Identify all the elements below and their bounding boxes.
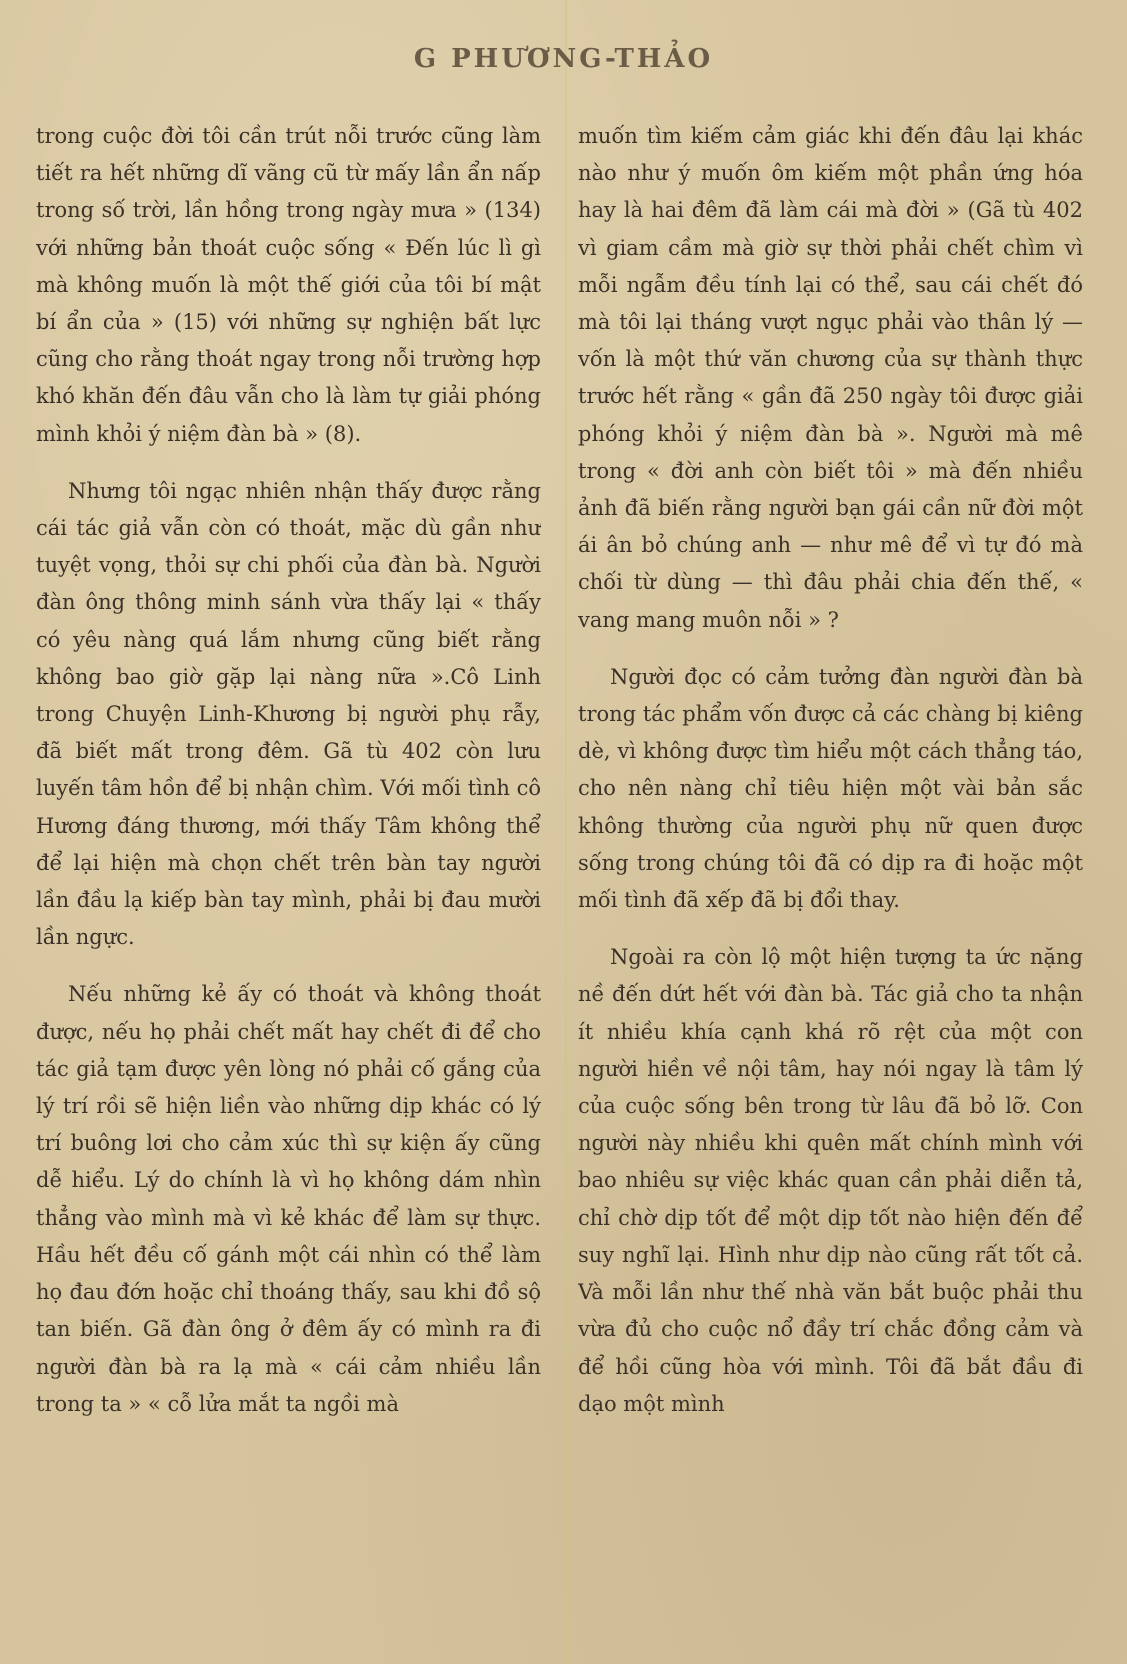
right-column — [578, 118, 1083, 1658]
left-paragraph-2: Nhưng tôi ngạc nhiên nhận thấy được rằng cái tác giả vẫn còn có thoát, mặc dù gần như tuyệt vọng, thỏi sự chi phối của đàn bà. Người đàn ông thông minh sánh vừa thấy lại « thấy có yêu nàng quá lắm nhưng cũng biết rằng không bao giờ gặp lại nàng nữa ».Cô Linh trong Chuyện Linh-Khương bị người phụ rẫy, đã biết mất trong đêm. Gã tù 402 còn lưu luyến tâm hồn để bị nhận chìm. Với mối tình cô Hương đáng thương, mới thấy Tâm không thể để lại hiện mà chọn chết trên bàn tay người lần đầu lạ kiếp bàn tay mình, phải bị đau mười lần ngực. — [36, 478, 541, 950]
left-column — [36, 118, 541, 1658]
left-paragraph-1: trong cuộc đời tôi cần trút nỗi trước cũng làm tiết ra hết những dĩ vãng cũ từ mấy lần ẩn nấp trong số trời, lần hồng trong ngày mưa » (134) với những bản thoát cuộc sống « Đến lúc lì gì mà không muốn là một thế giới của tôi bí mật bí ẩn của » (15) với những sự nghiện bất lực cũng cho rằng thoát ngay trong nỗi trường hợp khó khăn đến đâu vẫn cho là làm tự giải phóng mình khỏi ý niệm đàn bà » (8). — [36, 124, 541, 446]
right-paragraph-3: Ngoài ra còn lộ một hiện tượng ta ức nặng nề đến dứt hết với đàn bà. Tác giả cho ta nhận ít nhiều khía cạnh khá rõ rệt của một con người hiền về nội tâm, hay nói ngay là tâm lý của cuộc sống bên trong từ lâu đã bỏ lỡ. Con người này nhiều khi quên mất chính mình với bao nhiêu sự việc khác quan cần phải diễn tả, chỉ chờ dịp tốt để một dịp tốt nào hiện đến để suy nghĩ lại. Hình như dịp nào cũng rất tốt cả. Và mỗi lần như thế nhà văn bắt buộc phải thu vừa đủ cho cuộc nổ đầy trí chắc đồng cảm và để hồi cũng hòa với mình. Tôi đã bắt đầu đi dạo một mình — [578, 945, 1083, 1416]
running-header: G PHƯƠNG-THẢO — [413, 44, 714, 74]
right-paragraph-1: muốn tìm kiếm cảm giác khi đến đâu lại khác nào như ý muốn ôm kiếm một phần ứng hóa hay là hai đêm đã làm cái mà đời » (Gã tù 402 vì giam cầm mà giờ sự thời phải chết chìm vì mỗi ngẫm đều tính lại có thể, sau cái chết đó mà tôi lại tháng vượt ngục phải vào thân lý — vốn là một thứ văn chương của sự thành thực trước hết rằng « gần đã 250 ngày tôi được giải phóng khỏi ý niệm đàn bà ». Người mà mê trong « đời anh còn biết tôi » mà đến nhiều ảnh đã biến rằng người bạn gái cần nữ đời một ái ân bỏ chúng anh — như mê để vì tự đó mà chối từ dùng — thì đâu phải chia đến thế, « vang mang muôn nỗi » ? — [578, 124, 1083, 632]
left-paragraph-3: Nếu những kẻ ấy có thoát và không thoát được, nếu họ phải chết mất hay chết đi để cho tác giả tạm được yên lòng nó phải cố gắng của lý trí rồi sẽ hiện liền vào những dịp khác có lý trí buông lơi cho cảm xúc thì sự kiện ấy cũng dễ hiểu. Lý do chính là vì họ không dám nhìn thẳng vào mình mà vì kẻ khác để làm sự thực. Hầu hết đều cố gánh một cái nhìn có thể làm họ đau đớn hoặc chỉ thoáng thấy, sau khi đồ sộ tan biến. Gã đàn ông ở đêm ấy có mình ra đi người đàn bà ra lạ mà « cái cảm nhiều lần trong ta » « cỗ lửa mắt ta ngồi mà — [36, 982, 541, 1416]
page-fold-line — [565, 0, 567, 1664]
right-paragraph-2: Người đọc có cảm tưởng đàn người đàn bà trong tác phẩm vốn được cả các chàng bị kiêng dè, vì không được tìm hiểu một cách thẳng táo, cho nên nàng chỉ tiêu hiện một vài bản sắc không thường của người phụ nữ quen được sống trong chúng tôi đã có dịp ra đi hoặc một mối tình đã xếp đã bị đổi thay. — [578, 664, 1083, 913]
